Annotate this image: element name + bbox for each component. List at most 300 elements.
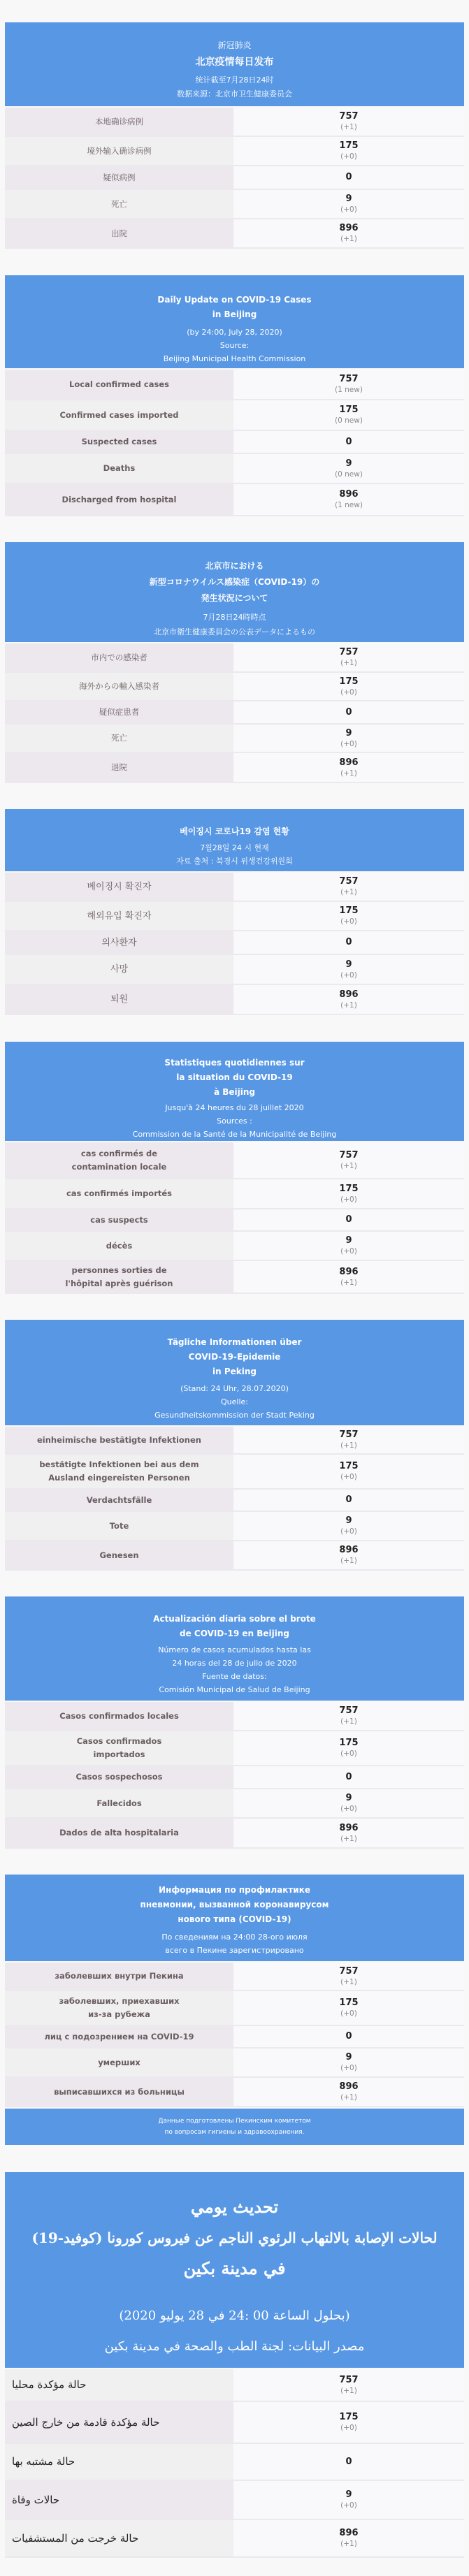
delta: (+0) — [340, 739, 357, 748]
count: 0 — [345, 2031, 352, 2042]
table-row — [5, 1819, 464, 1849]
table-row — [5, 1427, 464, 1455]
row-label — [5, 1142, 233, 1178]
row-value — [233, 1702, 464, 1730]
count: 757 — [339, 1149, 359, 1160]
table-row — [5, 1541, 464, 1571]
header-date: 7월28일 24 시 현재 — [200, 843, 269, 852]
header-date: По сведениям на 24:00 28-ого июля — [161, 1933, 308, 1942]
header-title: Daily Update on COVID-19 Cases — [157, 295, 312, 305]
header-title: 発生状況について — [201, 593, 268, 603]
table-row — [5, 985, 464, 1015]
row-value — [233, 1209, 464, 1230]
row-label: حالات وفاة — [5, 2481, 233, 2519]
delta: (+1) — [340, 1441, 357, 1450]
count: 0 — [345, 1214, 352, 1225]
delta: (+0) — [340, 1473, 357, 1481]
header-source-label: Source: — [219, 341, 250, 350]
row-value — [233, 431, 464, 453]
row-value — [233, 753, 464, 782]
delta: (0 new) — [335, 470, 363, 479]
label-line: Ausland eingereisten Personen — [48, 1473, 190, 1483]
row-label: 사망 — [5, 955, 233, 984]
delta: (1 new) — [335, 386, 363, 394]
header-title: Tägliche Informationen über — [167, 1337, 302, 1347]
row-label: cas confirmés importés — [5, 1179, 233, 1208]
count: 0 — [345, 2456, 352, 2467]
row-label: Confirmed cases imported — [5, 400, 233, 430]
table-row — [5, 1702, 464, 1731]
count: 175 — [339, 1461, 359, 1471]
row-value — [233, 2402, 464, 2443]
table-row — [5, 1512, 464, 1541]
header-source-label: Sources : — [217, 1116, 252, 1126]
count: 9 — [345, 2489, 352, 2500]
header-title: في مدينة بكين — [183, 2258, 286, 2278]
table-row — [5, 2078, 464, 2107]
row-label: حالة مشتبه بها — [5, 2444, 233, 2480]
label-line: importados — [93, 1749, 145, 1759]
row-label: Fallecidos — [5, 1789, 233, 1817]
count: 0 — [345, 436, 352, 447]
stats-table — [5, 873, 464, 1015]
delta: (+0) — [340, 917, 357, 926]
row-label: 퇴원 — [5, 985, 233, 1014]
header-source: 자료 출처 : 북경시 위생건강위원회 — [176, 857, 293, 866]
row-value — [233, 902, 464, 930]
table-row — [5, 219, 464, 249]
count: 9 — [345, 959, 352, 970]
header-title: تحديث يومي — [190, 2197, 279, 2217]
row-label — [5, 1731, 233, 1765]
row-label: 疑似症患者 — [5, 701, 233, 723]
count: 0 — [345, 706, 352, 718]
header-source: Beijing Municipal Health Commission — [163, 354, 306, 363]
table-row — [5, 1179, 464, 1209]
row-label: 해외유입 확진자 — [5, 902, 233, 930]
label-line: cas confirmés de — [80, 1148, 158, 1158]
table-row — [5, 166, 464, 190]
table-row — [5, 370, 464, 400]
row-label: 退院 — [5, 753, 233, 782]
header-title: Информация по профилактике — [159, 1885, 310, 1895]
section-header — [5, 1875, 464, 1961]
count: 757 — [339, 374, 359, 384]
header-title: COVID-19-Epidemie — [188, 1352, 281, 1362]
count: 896 — [339, 2528, 359, 2538]
count: 757 — [339, 647, 359, 657]
stats-table — [5, 108, 464, 249]
row-value — [233, 400, 464, 430]
row-label: умерших — [5, 2049, 233, 2076]
count: 175 — [339, 1738, 359, 1748]
row-value — [233, 108, 464, 136]
row-value — [233, 673, 464, 700]
section-spanish — [5, 1571, 464, 1849]
count: 9 — [345, 2052, 352, 2062]
count: 896 — [339, 1822, 359, 1833]
row-label: 市内での感染者 — [5, 643, 233, 671]
header-source: 数据来源：北京市卫生健康委员会 — [177, 89, 292, 99]
header-title: 北京市における — [205, 561, 264, 571]
table-row — [5, 643, 464, 673]
table-row — [5, 931, 464, 955]
stats-table — [5, 370, 464, 516]
delta: (1 new) — [335, 501, 363, 509]
delta: (+1) — [340, 659, 357, 667]
count: 0 — [345, 937, 352, 947]
row-value — [233, 931, 464, 954]
section-header — [5, 1596, 464, 1701]
footer-line: Данные подготовлены Пекинским комитетом — [158, 2118, 311, 2125]
header-date: Jusqu'à 24 heures du 28 juillet 2020 — [165, 1103, 304, 1112]
delta: (0 new) — [335, 416, 363, 425]
count: 9 — [345, 1235, 352, 1246]
row-value — [233, 166, 464, 189]
count: 175 — [339, 405, 359, 415]
row-value — [233, 1819, 464, 1847]
count: 9 — [345, 727, 352, 738]
row-label: Genesen — [5, 1541, 233, 1569]
section-header — [5, 809, 464, 871]
row-value — [233, 1232, 464, 1260]
row-value — [233, 484, 464, 515]
table-row — [5, 1490, 464, 1512]
delta: (+1) — [340, 235, 357, 243]
row-value — [233, 725, 464, 752]
delta: (+1) — [340, 1977, 357, 1986]
header-title: de COVID-19 en Beijing — [179, 1629, 289, 1638]
table-row — [5, 1455, 464, 1490]
row-value — [233, 1541, 464, 1569]
table-row — [5, 137, 464, 166]
stats-table — [5, 1963, 464, 2107]
row-value — [233, 1766, 464, 1788]
delta: (+0) — [340, 2009, 357, 2018]
header-date: (Stand: 24 Uhr, 28.07.2020) — [180, 1384, 289, 1393]
source-footer — [5, 2109, 464, 2145]
count: 757 — [339, 111, 359, 122]
count: 757 — [339, 1429, 359, 1440]
delta: (+1) — [340, 1834, 357, 1843]
table-row — [5, 1261, 464, 1294]
delta: (+0) — [340, 687, 357, 697]
count: 896 — [339, 1266, 359, 1277]
header-title: 新型コロナウイルス感染症（COVID-19）の — [149, 577, 320, 587]
bottom-spacer — [5, 2558, 464, 2576]
delta: (+0) — [340, 2424, 357, 2432]
count: 896 — [339, 1545, 359, 1555]
header-title: in Beijing — [212, 310, 257, 319]
row-value — [233, 955, 464, 984]
delta: (+0) — [340, 1805, 357, 1813]
row-value — [233, 643, 464, 671]
table-row — [5, 1789, 464, 1819]
table-row — [5, 902, 464, 931]
row-value — [233, 2444, 464, 2480]
table-row — [5, 701, 464, 725]
header-date: (by 24:00, July 28, 2020) — [187, 328, 282, 337]
row-label — [5, 1455, 233, 1488]
count: 896 — [339, 989, 359, 1000]
count: 9 — [345, 1515, 352, 1526]
label-line: contamination locale — [71, 1161, 167, 1172]
section-header — [5, 1320, 464, 1425]
delta: (+0) — [340, 1527, 357, 1536]
header-source: Gesundheitskommission der Stadt Peking — [154, 1411, 315, 1420]
section-header — [5, 275, 464, 368]
table-row — [5, 2026, 464, 2049]
delta: (+1) — [340, 2386, 357, 2395]
header-source: 北京市衛生健康委員会の公表データによるもの — [154, 627, 315, 636]
row-label: заболевших внутри Пекина — [5, 1963, 233, 1990]
count: 175 — [339, 1998, 359, 2008]
table-row — [5, 1232, 464, 1261]
table-row — [5, 431, 464, 454]
row-label: Casos sospechosos — [5, 1766, 233, 1788]
row-value — [233, 1963, 464, 1990]
row-label: décès — [5, 1232, 233, 1260]
table-row — [5, 2444, 464, 2481]
count: 175 — [339, 1183, 359, 1194]
row-value — [233, 454, 464, 483]
count: 896 — [339, 757, 359, 768]
header-title: пневмонии, вызванной коронавирусом — [140, 1900, 329, 1909]
row-label: выписавшихся из больницы — [5, 2078, 233, 2106]
count: 175 — [339, 676, 359, 687]
delta: (+0) — [340, 2064, 357, 2072]
row-value — [233, 190, 464, 218]
stats-table — [5, 2369, 464, 2558]
section-korean — [5, 783, 464, 1015]
section-header — [5, 542, 464, 642]
section-header — [5, 2172, 464, 2368]
header-title: Statistiques quotidiennes sur — [164, 1058, 305, 1068]
delta: (+1) — [340, 2093, 357, 2102]
row-value — [233, 2481, 464, 2519]
table-row — [5, 2520, 464, 2558]
row-label: 海外からの輸入感染者 — [5, 673, 233, 700]
section-french — [5, 1015, 464, 1294]
table-row — [5, 2049, 464, 2078]
header-source-label: Quelle: — [221, 1397, 248, 1406]
header-source-label: Fuente de datos: — [202, 1672, 267, 1681]
label-line: заболевших, приехавших — [59, 1996, 180, 2006]
row-value — [233, 873, 464, 901]
count: 896 — [339, 489, 359, 500]
count: 0 — [345, 1771, 352, 1782]
count: 175 — [339, 905, 359, 916]
table-row — [5, 1766, 464, 1789]
row-label: 疑似病例 — [5, 166, 233, 189]
row-value — [233, 219, 464, 247]
row-value — [233, 1512, 464, 1540]
row-value — [233, 1731, 464, 1765]
table-row — [5, 1963, 464, 1991]
row-label: 本地确诊病例 — [5, 108, 233, 136]
delta: (+0) — [340, 152, 357, 161]
count: 175 — [339, 140, 359, 151]
header-date: 统计截至7月28日24时 — [195, 75, 274, 85]
row-value — [233, 137, 464, 165]
header-title: Actualización diaria sobre el brote — [153, 1614, 316, 1624]
section-chinese — [5, 0, 464, 249]
section-russian — [5, 1849, 464, 2145]
table-row — [5, 190, 464, 219]
row-value — [233, 2369, 464, 2401]
header-date: 7月28日24時時点 — [203, 613, 266, 622]
row-label: Local confirmed cases — [5, 370, 233, 399]
delta: (+1) — [340, 123, 357, 131]
row-label — [5, 1991, 233, 2025]
table-row — [5, 873, 464, 902]
table-row — [5, 1991, 464, 2026]
table-row — [5, 454, 464, 484]
stats-table — [5, 643, 464, 783]
row-label: 死亡 — [5, 190, 233, 218]
delta: (+0) — [340, 970, 357, 980]
delta: (+1) — [340, 1278, 357, 1287]
delta: (+1) — [340, 2540, 357, 2548]
row-value — [233, 1261, 464, 1293]
count: 757 — [339, 2374, 359, 2385]
row-value — [233, 701, 464, 723]
row-label: 베이징시 확진자 — [5, 873, 233, 901]
row-value — [233, 1455, 464, 1488]
row-label: Tote — [5, 1512, 233, 1540]
header-source: Comisión Municipal de Salud de Beijing — [159, 1685, 310, 1694]
delta: (+0) — [340, 1195, 357, 1204]
label-line: из-за рубежа — [88, 2009, 150, 2019]
header-title: нового типа (COVID-19) — [178, 1914, 291, 1924]
table-row — [5, 108, 464, 137]
row-value — [233, 1490, 464, 1511]
table-row — [5, 955, 464, 985]
row-label: Discharged from hospital — [5, 484, 233, 515]
header-title: in Peking — [212, 1367, 257, 1376]
count: 0 — [345, 1494, 352, 1505]
row-value — [233, 2049, 464, 2076]
header-source: Commission de la Santé de la Municipalité de Beijing — [132, 1130, 337, 1139]
section-header — [5, 22, 464, 106]
section-german — [5, 1294, 464, 1571]
delta: (+0) — [340, 205, 357, 214]
count: 896 — [339, 2081, 359, 2092]
stats-table — [5, 1142, 464, 1294]
count: 9 — [345, 458, 352, 469]
row-label: Dados de alta hospitalaria — [5, 1819, 233, 1847]
delta: (+1) — [340, 1557, 357, 1565]
row-value — [233, 2026, 464, 2047]
delta: (+0) — [340, 2501, 357, 2510]
table-row — [5, 2369, 464, 2402]
row-value — [233, 1179, 464, 1208]
table-row — [5, 673, 464, 701]
table-row — [5, 1731, 464, 1766]
header-subtitle: всего в Пекине зарегистрировано — [165, 1946, 304, 1955]
delta: (+1) — [340, 888, 357, 896]
row-label: 死亡 — [5, 725, 233, 752]
header-date: 24 horas del 28 de julio de 2020 — [172, 1659, 297, 1668]
section-arabic — [5, 2145, 464, 2576]
stats-table — [5, 1427, 464, 1571]
header-title: 北京疫情每日发布 — [195, 57, 274, 68]
table-row — [5, 1209, 464, 1232]
row-label: Suspected cases — [5, 431, 233, 453]
table-row — [5, 753, 464, 783]
count: 757 — [339, 1705, 359, 1716]
table-row — [5, 725, 464, 753]
row-value — [233, 2078, 464, 2106]
label-line: Casos confirmados — [76, 1736, 162, 1746]
row-label: حالة مؤكدة محليا — [5, 2369, 233, 2401]
header-title: لحالات الإصابة بالالتهاب الرئوي الناجم عن فيروس كورونا (كوفيد-19) — [31, 2229, 438, 2246]
row-label: حالة خرجت من المستشفيات — [5, 2520, 233, 2556]
row-label: Casos confirmados locales — [5, 1702, 233, 1730]
label-line: l'hôpital après guérison — [65, 1278, 173, 1288]
count: 757 — [339, 1965, 359, 1977]
count: 0 — [345, 172, 352, 182]
section-japanese — [5, 516, 464, 783]
delta: (+1) — [340, 769, 357, 778]
row-label: einheimische bestätigte Infektionen — [5, 1427, 233, 1453]
row-label — [5, 1261, 233, 1293]
footer-line: по вопросам гигиены и здравоохранения. — [164, 2129, 305, 2136]
stats-table — [5, 1702, 464, 1849]
count: 896 — [339, 223, 359, 233]
delta: (+1) — [340, 1000, 357, 1010]
row-value — [233, 1789, 464, 1817]
header-date: (بحلول الساعة 00 :24 في 28 يوليو 2020) — [119, 2308, 350, 2323]
header-title: à Beijing — [213, 1087, 256, 1097]
row-label: Deaths — [5, 454, 233, 483]
row-value — [233, 985, 464, 1014]
table-row — [5, 400, 464, 431]
header-source: مصدر البيانات: لجنة الطب والصحة في مدينة بكين — [104, 2339, 365, 2354]
count: 175 — [339, 2412, 359, 2422]
row-value — [233, 370, 464, 399]
label-line: personnes sorties de — [71, 1265, 167, 1275]
delta: (+0) — [340, 1749, 357, 1758]
label-line: bestätigte Infektionen bei aus dem — [39, 1460, 199, 1469]
delta: (+1) — [340, 1161, 357, 1170]
header-date: Número de casos acumulados hasta las — [158, 1645, 311, 1654]
row-label: حالة مؤكدة قادمة من خارج الصين — [5, 2402, 233, 2443]
row-label: лиц с подозрением на COVID-19 — [5, 2026, 233, 2047]
table-row — [5, 2402, 464, 2444]
table-row — [5, 1142, 464, 1179]
count: 9 — [345, 194, 352, 204]
table-row — [5, 2481, 464, 2520]
row-value — [233, 1991, 464, 2025]
header-title: 베이징시 코로나19 감염 현황 — [180, 827, 289, 836]
row-label: cas suspects — [5, 1209, 233, 1230]
row-label: 出院 — [5, 219, 233, 247]
row-value — [233, 2520, 464, 2556]
header-title: la situation du COVID-19 — [176, 1072, 293, 1082]
count: 757 — [339, 876, 359, 887]
header-subtitle: 新冠肺炎 — [217, 41, 252, 50]
row-label: 境外输入确诊病例 — [5, 137, 233, 165]
delta: (+1) — [340, 1717, 357, 1726]
delta: (+0) — [340, 1247, 357, 1256]
section-header — [5, 1042, 464, 1141]
section-english — [5, 249, 464, 516]
count: 9 — [345, 1793, 352, 1803]
table-row — [5, 484, 464, 516]
row-value — [233, 1427, 464, 1453]
row-value — [233, 1142, 464, 1178]
